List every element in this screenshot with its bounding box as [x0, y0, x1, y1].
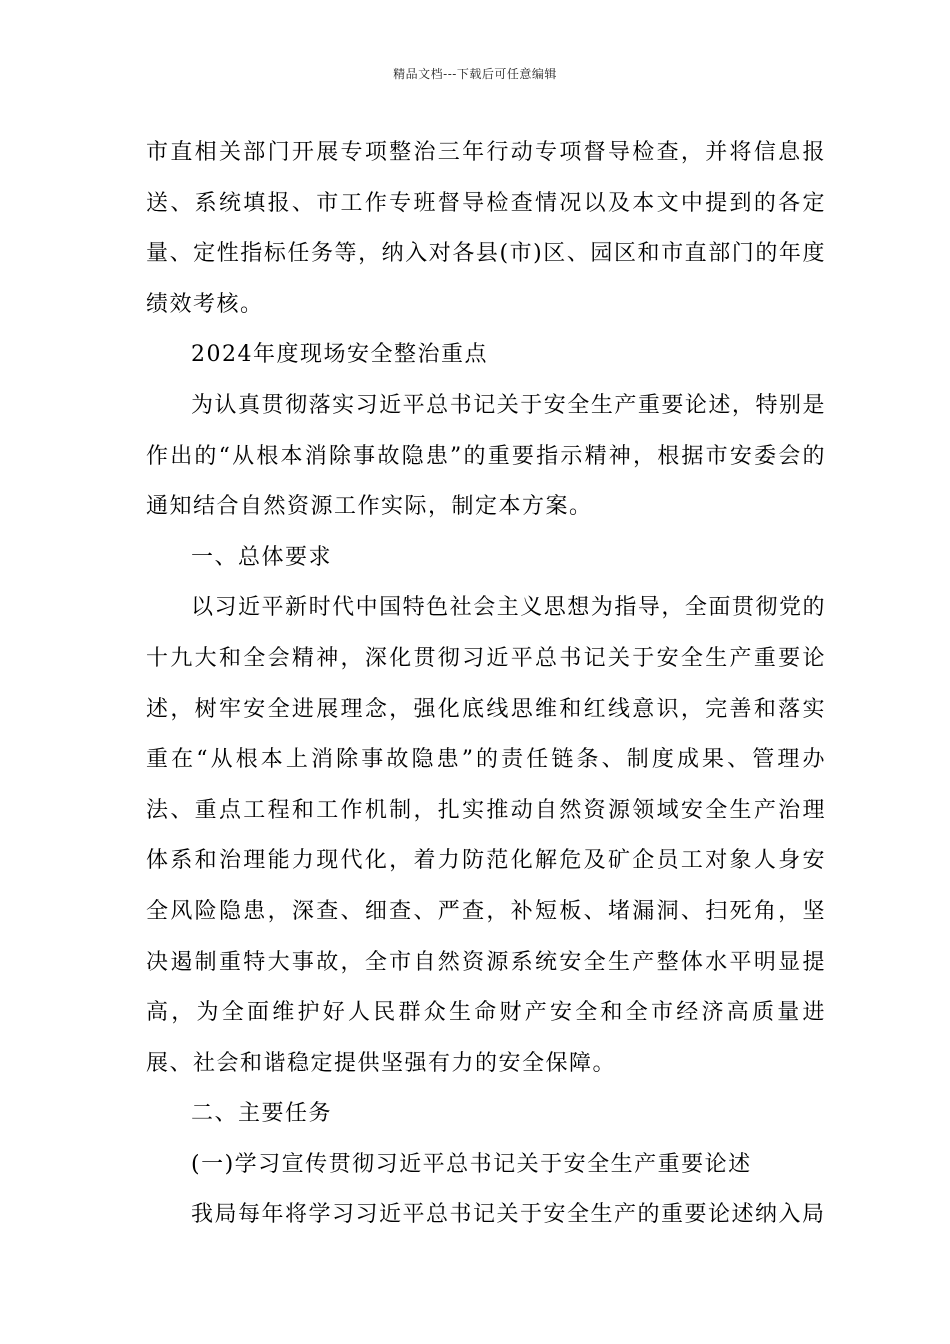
paragraph-continuation: 市直相关部门开展专项整治三年行动专项督导检查，并将信息报送、系统填报、市工作专班督导检查情况以及本文中提到的各定量、定性指标任务等，纳入对各县(市)区、园区和市直部门的年度绩效考核。 [146, 140, 826, 317]
paragraph-intro: 为认真贯彻落实习近平总书记关于安全生产重要论述，特别是作出的“从根本消除事故隐患”的重要指示精神，根据市安委会的通知结合自然资源工作实际，制定本方案。 [146, 392, 826, 520]
heading-general-requirements: 一、总体要求 [191, 544, 333, 570]
page-header: 精品文档---下载后可任意编辑 [393, 67, 557, 81]
section-title: 2024年度现场安全整治重点 [191, 342, 488, 368]
document-body [146, 128, 826, 1241]
paragraph-general-requirements: 以习近平新时代中国特色社会主义思想为指导，全面贯彻党的十九大和全会精神，深化贯彻习近平总书记关于安全生产重要论述，树牢安全进展理念，强化底线思维和红线意识，完善和落实重在“从根本上消除事故隐患”的责任链条、制度成果、管理办法、重点工程和工作机制，扎实推动自然资源领域安全生产治理体系和治理能力现代化，着力防范化解危及矿企员工对象人身安全风险隐患，深查、细查、严查，补短板、堵漏洞、扫死角，坚决遏制重特大事故，全市自然资源系统安全生产整体水平明显提高，为全面维护好人民群众生命财产安全和全市经济高质量进展、社会和谐稳定提供坚强有力的安全保障。 [146, 595, 826, 1076]
paragraph-task-one: 我局每年将学习习近平总书记关于安全生产的重要论述纳入局 [191, 1202, 826, 1228]
subheading-task-one: (一)学习宣传贯彻习近平总书记关于安全生产重要论述 [191, 1151, 752, 1177]
heading-main-tasks: 二、主要任务 [191, 1101, 333, 1127]
